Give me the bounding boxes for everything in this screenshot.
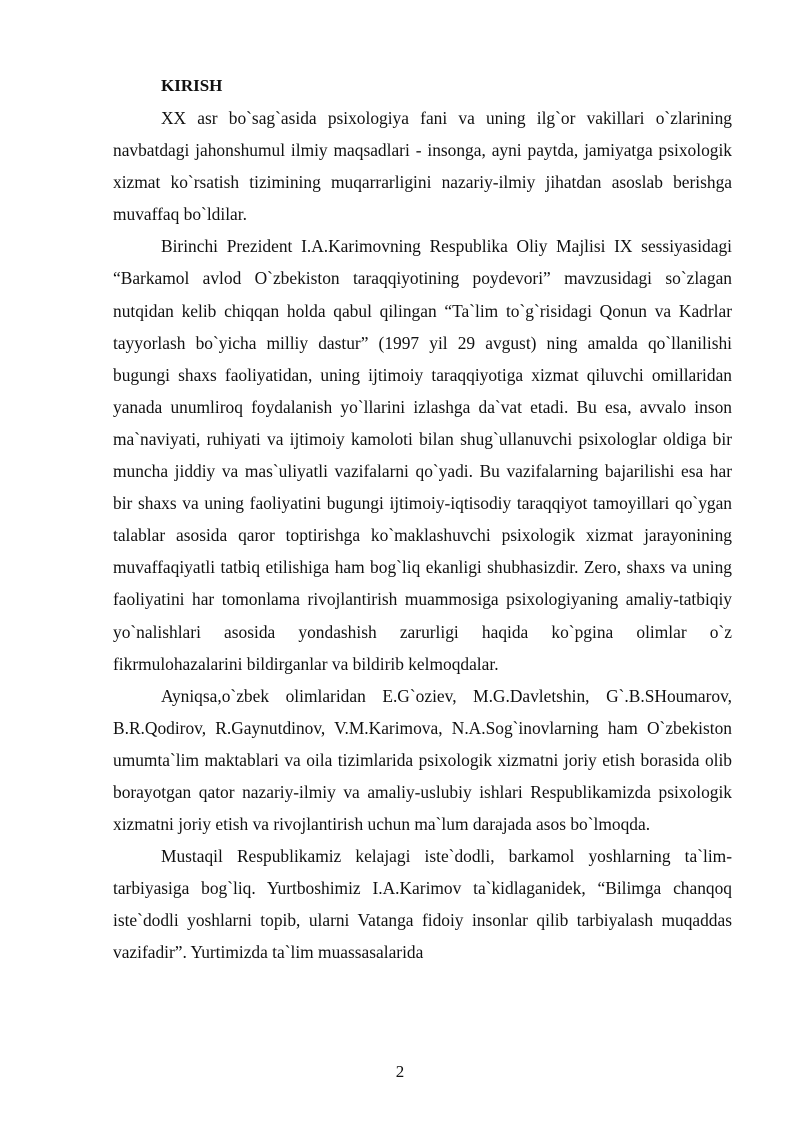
page-number: 2 — [395, 1062, 405, 1081]
paragraph-2: Birinchi Prezident I.A.Karimovning Respublika Oliy Majlisi IX sessiyasidagi “Barkamol avlod O`zbekiston taraqqiyotining poydevori” mavzusidagi so`zlagan nutqidan kelib chiqqan holda qabul qilingan “Ta`lim to`g`risidagi Qonun va Kadrlar tayyorlash bo`yicha milliy dastur” (1997 yil 29 avgust) ning amalda qo`llanilishi bugungi shaxs faoliyatidan, uning ijtimoiy taraqqiyotiga xizmat qiluvchi omillaridan yanada unumliroq foydalanish yo`llarini izlashga da`vat etadi. Bu esa, avvalo inson ma`naviyati, ruhiyati va ijtimoiy kamoloti bilan shug`ullanuvchi psixologlar oldiga bir muncha jiddiy va mas`uliyatli vazifalarni qo`yadi. Bu vazifalarning bajarilishi esa har bir shaxs va uning faoliyatini bugungi ijtimoiy-iqtisodiy taraqqiyot tamoyillari qo`ygan talablar asosida qaror toptirishga ko`maklashuvchi psixologik xizmat jarayonining muvaffaqiyatli tatbiq etilishiga ham bog`liq ekanligi shubhasizdir. Zero, shaxs va uning faoliyatini har tomonlama rivojlantirish muammosiga psixologiyaning amaliy-tatbiqiy yo`nalishlari asosida yondashish zarurligi haqida ko`pgina olimlar o`z fikrmulohazalarini bildirganlar va bildirib kelmoqdalar. — [113, 236, 732, 674]
paragraph-1: XX asr bo`sag`asida psixologiya fani va uning ilg`or vakillari o`zlarining navbatdagi jahonshumul ilmiy maqsadlari - insonga, ayni paytda, jamiyatga psixologik xizmat ko`rsatish tizimining muqarrarligini nazariy-ilmiy jihatdan asoslab berishga muvaffaq bo`ldilar. — [113, 108, 732, 225]
paragraph-4: Mustaqil Respublikamiz kelajagi iste`dodli, barkamol yoshlarning ta`lim-tarbiyasiga bog`liq. Yurtboshimiz I.A.Karimov ta`kidlaganidek, “Bilimga chanqoq iste`dodli yoshlarni topib, ularni Vatanga fidoiy insonlar qilib tarbiyalash muqaddas vazifadir”. Yurtimizda ta`lim muassasalarida — [113, 846, 732, 963]
section-heading: KIRISH — [161, 76, 223, 95]
document-body — [113, 70, 732, 969]
paragraph-3: Ayniqsa,o`zbek olimlaridan E.G`oziev, M.G.Davletshin, G`.B.SHoumarov, B.R.Qodirov, R.Gaynutdinov, V.M.Karimova, N.A.Sog`inovlarning ham O`zbekiston umumta`lim maktablari va oila tizimlarida psixologik xizmatni joriy etish borasida olib borayotgan qator nazariy-ilmiy va amaliy-uslubiy ishlari Respublikamizda psixologik xizmatni joriy etish va rivojlantirish uchun ma`lum darajada asos bo`lmoqda. — [113, 685, 732, 835]
